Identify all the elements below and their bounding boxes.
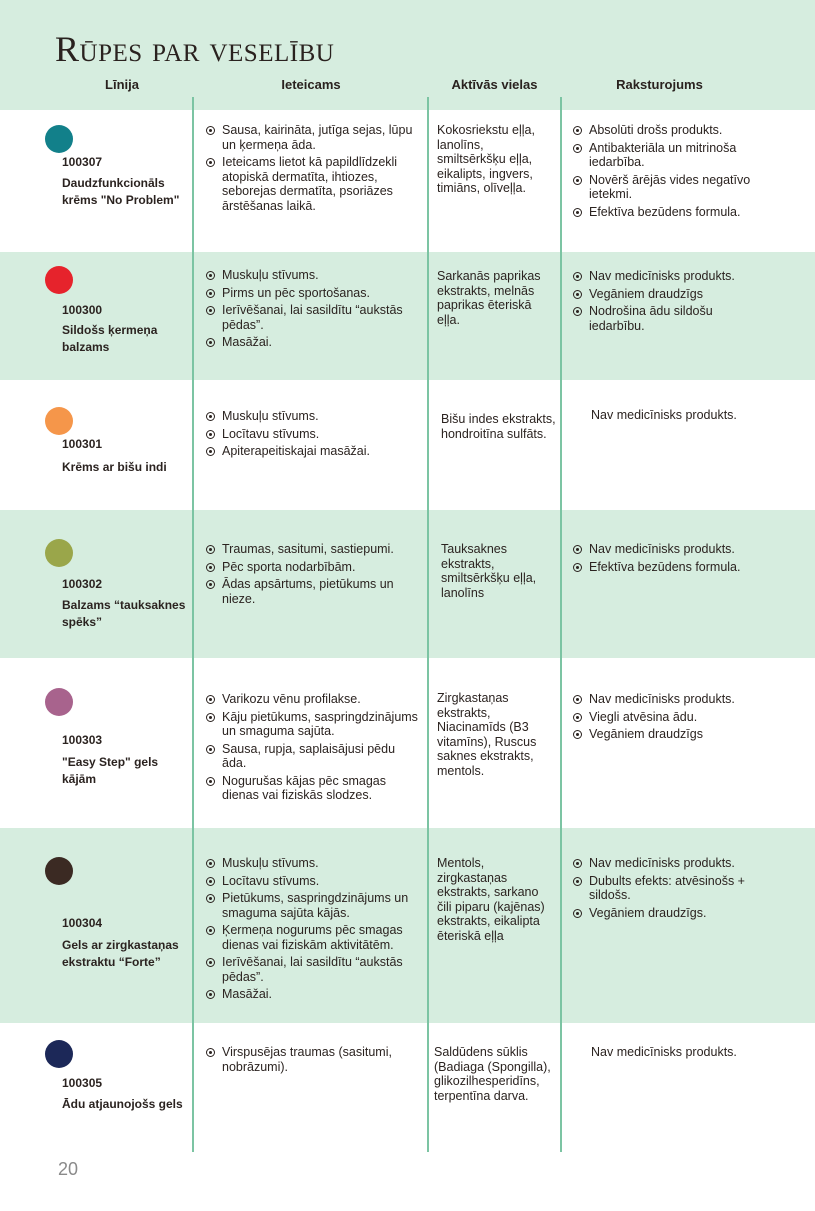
list-item: Ierīvēšanai, lai sasildītu “aukstās pēdas”. [205,955,420,984]
product-row [0,252,815,380]
product-row [0,110,815,252]
features-text: Nav medicīnisks produkts. [591,408,737,422]
product-code: 100304 [62,916,103,930]
active-ingredients: Sarkanās paprikas ekstrakts, melnās paprikas ēteriskā eļļa. [437,269,541,327]
list-item: Virspusējas traumas (sasitumi, nobrāzumi). [205,1045,420,1074]
color-dot [45,407,73,435]
list-item: Absolūti drošs produkts. [572,123,762,138]
color-dot [45,857,73,885]
list-item: Nodrošina ādu sildošu iedarbību. [572,304,762,333]
active-ingredients: Tauksaknes ekstrakts, smiltsērkšķu eļļa, lanolīns [441,542,537,600]
color-dot [45,688,73,716]
features-text: Nav medicīnisks produkts. [591,1045,737,1059]
active-ingredients: Mentols, zirgkastaņas ekstrakts, sarkano čili piparu (kajēnas) ekstrakts, eikalipta ēteriskā eļļa [437,856,545,943]
page-title: Rūpes par veselību [55,29,335,69]
active-ingredients: Bišu indes ekstrakts, hondroitīna sulfāts. [441,412,556,441]
header-active: Aktīvās vielas [451,77,538,92]
list-item: Nav medicīnisks produkts. [572,269,762,284]
product-code: 100305 [62,1076,103,1090]
color-dot [45,125,73,153]
color-dot [45,539,73,567]
product-name: Balzams “tauksaknes spēks” [62,598,186,629]
features-list [572,856,762,923]
header-recommended: Ieteicams [281,77,341,92]
list-item: Traumas, sasitumi, sastiepumi. [205,542,420,557]
list-item: Ķermeņa nogurums pēc smagas dienas vai fiziskām aktivitātēm. [205,923,420,952]
list-item: Efektīva bezūdens formula. [572,205,762,220]
list-item: Apiterapeitiskajai masāžai. [205,444,420,459]
header-features: Raksturojums [616,77,703,92]
recommended-list [205,692,420,806]
list-item: Ieteicams lietot kā papildlīdzekli atopiskā dermatīta, ihtiozes, seborejas dermatīta, psoriāzes ārstēšanas laikā. [205,155,420,213]
list-item: Muskuļu stīvums. [205,268,420,283]
list-item: Nav medicīnisks produkts. [572,542,762,557]
active-ingredients: Zirgkastaņas ekstrakts, Niacinamīds (B3 vitamīns), Ruscus saknes ekstrakts, mentols. [437,691,537,778]
features-list [572,269,762,336]
list-item: Efektīva bezūdens formula. [572,560,762,575]
list-item: Nogurušas kājas pēc smagas dienas vai fiziskās slodzes. [205,774,420,803]
product-row [0,1023,815,1153]
product-row [0,658,815,828]
list-item: Vegāniem draudzīgs [572,287,762,302]
list-item: Locītavu stīvums. [205,427,420,442]
active-ingredients: Kokosriekstu eļļa, lanolīns, smiltsērkšķu eļļa, eikalipts, ingvers, timiāns, olīveļļa. [437,123,535,195]
list-item: Vegāniem draudzīgs [572,727,762,742]
column-divider [192,97,194,1152]
features-list [572,123,762,222]
list-item: Pirms un pēc sportošanas. [205,286,420,301]
list-item: Masāžai. [205,987,420,1002]
list-item: Muskuļu stīvums. [205,409,420,424]
list-item: Sausa, rupja, saplaisājusi pēdu āda. [205,742,420,771]
list-item: Dubults efekts: atvēsinošs + sildošs. [572,874,762,903]
list-item: Kāju pietūkums, saspringdzinājums un smaguma sajūta. [205,710,420,739]
product-row [0,380,815,510]
product-row [0,510,815,658]
list-item: Nav medicīnisks produkts. [572,692,762,707]
list-item: Nav medicīnisks produkts. [572,856,762,871]
list-item: Ādas apsārtums, pietūkums un nieze. [205,577,420,606]
list-item: Novērš ārējās vides negatīvo ietekmi. [572,173,762,202]
features-list [572,542,762,577]
recommended-list [205,123,420,216]
color-dot [45,266,73,294]
header-line: Līnija [105,77,139,92]
list-item: Antibakteriāla un mitrinoša iedarbība. [572,141,762,170]
list-item: Masāžai. [205,335,420,350]
product-name: "Easy Step" gels kājām [62,755,159,786]
list-item: Vegāniem draudzīgs. [572,906,762,921]
list-item: Sausa, kairināta, jutīga sejas, lūpu un ķermeņa āda. [205,123,420,152]
list-item: Varikozu vēnu profilakse. [205,692,420,707]
recommended-list [205,268,420,353]
list-item: Viegli atvēsina ādu. [572,710,762,725]
list-item: Ierīvēšanai, lai sasildītu “aukstās pēdas”. [205,303,420,332]
product-name: Ādu atjaunojošs gels [62,1097,183,1111]
features-list [572,692,762,745]
list-item: Pēc sporta nodarbībām. [205,560,420,575]
product-code: 100307 [62,155,103,169]
list-item: Muskuļu stīvums. [205,856,420,871]
product-code: 100302 [62,577,103,591]
product-name: Gels ar zirgkastaņas ekstraktu “Forte” [62,938,179,969]
product-name: Sildošs ķermeņa balzams [62,323,158,354]
recommended-list [205,1045,420,1077]
list-item: Pietūkums, saspringdzinājums un smaguma sajūta kājās. [205,891,420,920]
column-divider [560,97,562,1152]
product-code: 100300 [62,303,103,317]
product-name: Daudzfunkcionāls krēms "No Problem" [62,176,180,207]
list-item: Locītavu stīvums. [205,874,420,889]
product-name: Krēms ar bišu indi [62,460,167,474]
page-number: 20 [58,1159,79,1179]
recommended-list [205,409,420,462]
recommended-list [205,542,420,609]
product-row [0,828,815,1023]
product-code: 100301 [62,437,103,451]
column-divider [427,97,429,1152]
active-ingredients: Saldūdens sūklis (Badiaga (Spongilla), glikozilhesperidīns, terpentīna darva. [434,1045,551,1103]
product-code: 100303 [62,733,103,747]
recommended-list [205,856,420,1005]
color-dot [45,1040,73,1068]
